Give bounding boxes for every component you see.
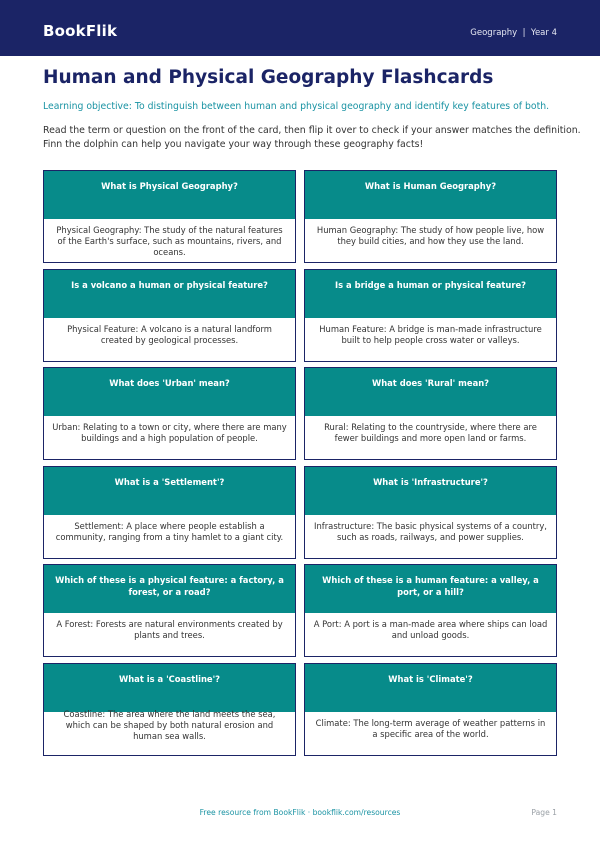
header-bar (0, 0, 600, 56)
flashcard-human-geography[interactable] (304, 170, 557, 263)
card-front: What is a 'Coastline'? (44, 664, 295, 712)
card-front: What is 'Climate'? (305, 664, 556, 712)
flashcard-rural[interactable] (304, 367, 557, 460)
card-front: What does 'Urban' mean? (44, 368, 295, 416)
card-front: Which of these is a human feature: a valley, a port, or a hill? (305, 565, 556, 613)
page-title: Human and Physical Geography Flashcards (43, 67, 494, 88)
card-back: Urban: Relating to a town or city, where there are many buildings and a high population of people. (52, 422, 287, 443)
card-front: Is a bridge a human or physical feature? (305, 270, 556, 318)
card-front: Is a volcano a human or physical feature? (44, 270, 295, 318)
card-back: Climate: The long-term average of weather patterns in a specific area of the world. (315, 718, 546, 739)
breadcrumb: Geography | Year 4 (470, 28, 557, 38)
footer-link[interactable]: Free resource from BookFlik · bookflik.com/resources (199, 808, 401, 817)
flashcard-coastline[interactable] (43, 663, 296, 756)
intro-line: Read the term or question on the front of the card, then flip it over to check if your answer matches the definition. (43, 125, 581, 136)
card-front: What is Human Geography? (305, 171, 556, 219)
flashcard-volcano[interactable] (43, 269, 296, 362)
intro-line: Finn the dolphin can help you navigate your way through these geography facts! (43, 139, 424, 150)
card-back: Infrastructure: The basic physical systems of a country, such as roads, railways, and power supplies. (314, 521, 547, 542)
flashcard-infrastructure[interactable] (304, 466, 557, 559)
card-front: What is a 'Settlement'? (44, 467, 295, 515)
card-back: A Forest: Forests are natural environments created by plants and trees. (56, 619, 283, 640)
flashcard-bridge[interactable] (304, 269, 557, 362)
card-front: Which of these is a physical feature: a factory, a forest, or a road? (44, 565, 295, 613)
card-back: A Port: A port is a man-made area where ships can load and unload goods. (313, 619, 548, 640)
page-number: Page 1 (531, 808, 557, 817)
flashcard-physical-feature-quiz[interactable] (43, 564, 296, 657)
flashcard-human-feature-quiz[interactable] (304, 564, 557, 657)
card-back: Rural: Relating to the countryside, where there are fewer buildings and more open land or farms. (324, 422, 537, 443)
brand-logo[interactable]: BookFlik (43, 22, 118, 40)
card-front: What is Physical Geography? (44, 171, 295, 219)
flashcard-physical-geography[interactable] (43, 170, 296, 263)
card-back: Coastline: The area where the land meets the sea, which can be shaped by both natural erosion and human sea walls. (63, 709, 276, 741)
card-back: Physical Geography: The study of the natural features of the Earth's surface, such as mountains, rivers, and oceans. (56, 225, 283, 257)
card-back: Physical Feature: A volcano is a natural landform created by geological processes. (67, 324, 272, 345)
card-front: What is 'Infrastructure'? (305, 467, 556, 515)
card-back: Human Feature: A bridge is man-made infrastructure built to help people cross water or valleys. (319, 324, 542, 345)
intro-text (43, 124, 581, 152)
card-back: Human Geography: The study of how people live, how they build cities, and how they use the land. (316, 225, 545, 246)
flashcard-settlement[interactable] (43, 466, 296, 559)
learning-objective: Learning objective: To distinguish between human and physical geography and identify key features of both. (43, 101, 550, 112)
card-back: Settlement: A place where people establish a community, ranging from a tiny hamlet to a giant city. (55, 521, 284, 542)
flashcard-urban[interactable] (43, 367, 296, 460)
card-front: What does 'Rural' mean? (305, 368, 556, 416)
flashcard-climate[interactable] (304, 663, 557, 756)
